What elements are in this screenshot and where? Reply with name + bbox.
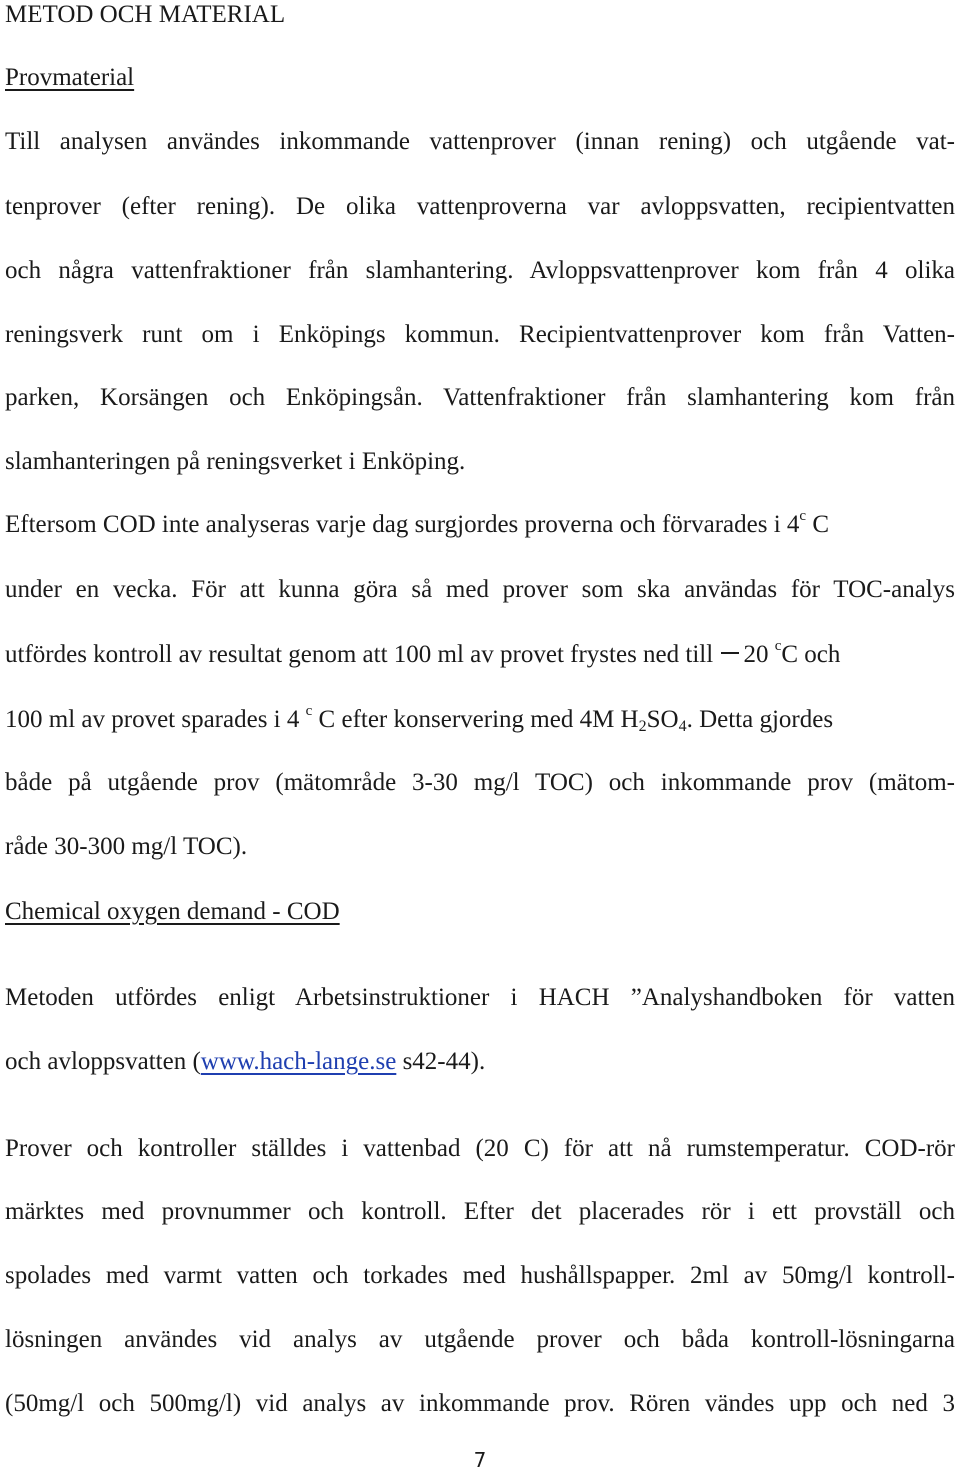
paragraph-line-freeze — [5, 640, 840, 670]
text-segment: 100 ml av provet sparades i 4 — [5, 706, 300, 733]
paragraph-line-chemistry — [5, 705, 833, 735]
text-segment: C — [812, 511, 830, 538]
paragraph-line: Till analysen användes inkommande vattenprover (innan rening) och utgående vat- — [5, 128, 955, 155]
paragraph-line: spolades med varmt vatten och torkades med hushållspapper. 2ml av 50mg/l kontroll- — [5, 1262, 955, 1289]
paragraph-line-link — [5, 1047, 485, 1077]
subscript: 4 — [678, 718, 687, 735]
text-segment: Eftersom COD inte analyseras varje dag surgjordes proverna och förvarades i 4 — [5, 511, 800, 538]
paragraph-line: under en vecka. För att kunna göra så med prover som ska användas för TOC-analys — [5, 576, 955, 603]
subscript: 2 — [638, 718, 647, 735]
paragraph-line: parken, Korsängen och Enköpingsån. Vattenfraktioner från slamhantering kom från — [5, 384, 955, 411]
text-segment: utfördes kontroll av resultat genom att 100 ml av provet frystes ned till — [5, 641, 714, 668]
paragraph-line-temperature — [5, 510, 829, 540]
paragraph-line: tenprover (efter rening). De olika vattenproverna var avloppsvatten, recipientvatten — [5, 193, 955, 220]
section-heading: METOD OCH MATERIAL — [5, 1, 286, 28]
page-number: 7 — [473, 1448, 487, 1472]
degree-symbol: c — [305, 703, 313, 719]
paragraph-line: (50mg/l och 500mg/l) vid analys av inkommande prov. Rören vändes upp och ned 3 — [5, 1390, 955, 1417]
text-segment: och avloppsvatten ( — [5, 1048, 201, 1075]
minus-sign — [721, 652, 739, 654]
paragraph-line: märktes med provnummer och kontroll. Efter det placerades rör i ett provställ och — [5, 1198, 955, 1225]
text-segment: C och — [781, 641, 841, 668]
degree-symbol: c — [799, 508, 807, 524]
paragraph-line: Prover och kontroller ställdes i vattenbad (20 C) för att nå rumstemperatur. COD-rör — [5, 1135, 955, 1162]
subheading-provmaterial: Provmaterial — [5, 64, 135, 91]
paragraph-line: och några vattenfraktioner från slamhantering. Avloppsvattenprover kom från 4 olika — [5, 257, 955, 284]
paragraph-line: lösningen användes vid analys av utgående prover och båda kontroll-lösningarna — [5, 1326, 955, 1353]
degree-symbol: c — [774, 638, 782, 654]
hach-lange-link[interactable]: www.hach-lange.se — [200, 1048, 397, 1075]
paragraph-line: både på utgående prov (mätområde 3-30 mg/l TOC) och inkommande prov (mätom- — [5, 769, 955, 796]
paragraph-line: Metoden utfördes enligt Arbetsinstruktioner i HACH ”Analyshandboken för vatten — [5, 984, 955, 1011]
paragraph-line: reningsverk runt om i Enköpings kommun. Recipientvattenprover kom från Vatten- — [5, 321, 955, 348]
paragraph-line: slamhanteringen på reningsverket i Enköping. — [5, 448, 466, 475]
text-segment: s42-44). — [396, 1048, 486, 1075]
temperature-value: 20 — [743, 641, 769, 668]
text-segment: SO — [646, 706, 679, 733]
text-segment: C efter konservering med 4M H — [318, 706, 639, 733]
paragraph-line: råde 30-300 mg/l TOC). — [5, 833, 248, 860]
text-segment: . Detta gjordes — [686, 706, 834, 733]
subheading-cod: Chemical oxygen demand - COD — [5, 898, 340, 925]
